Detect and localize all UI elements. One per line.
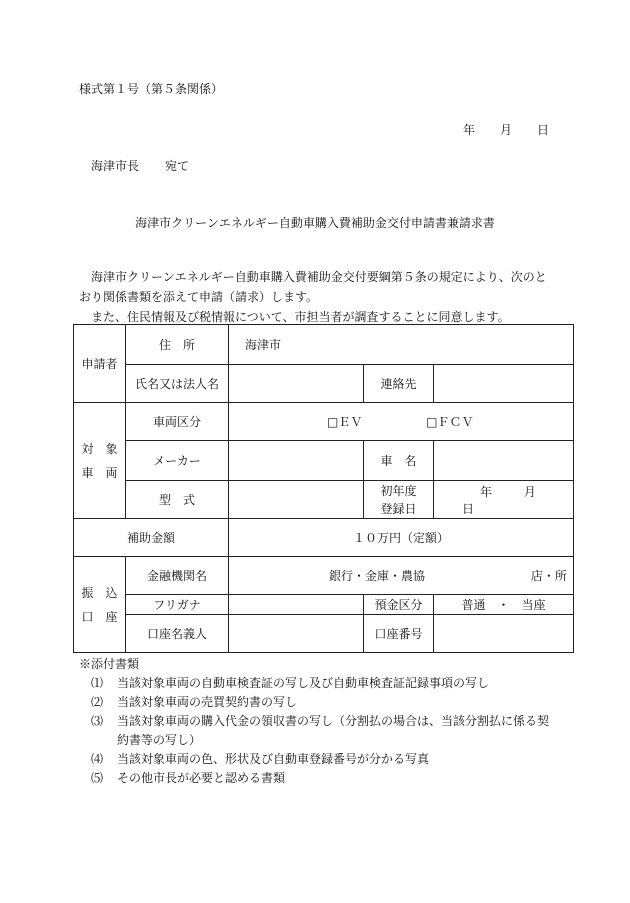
bank-header-line1: 振 込 [81,585,118,600]
attachment-number: ⑴ [91,676,104,690]
attachments-heading: ※添付書類 [79,657,140,671]
first-registration-date-field[interactable] [434,481,574,519]
vehicle-type-label: 車両区分 [126,403,229,441]
account-number-label: 口座番号 [364,615,434,653]
addressee-name: 海津市長 [91,159,140,173]
body-line-1: 海津市クリーンエネルギー自動車購入費補助金交付要綱第５条の規定により、次のと [91,270,547,284]
application-form-table [73,324,574,653]
attachment-item [79,769,549,788]
reg-day-label: 日 [462,501,475,516]
holder-field[interactable] [229,615,364,653]
date-month-label: 月 [500,123,513,137]
date-year-label: 年 [463,123,476,137]
option-ev-checkbox[interactable]: □ＥＶ [327,415,363,429]
attachment-number: ⑸ [91,771,104,785]
furigana-field[interactable] [229,595,364,615]
contact-field[interactable] [434,365,574,403]
deposit-type-label: 預金区分 [364,595,434,615]
attachment-item [79,712,549,731]
body-line-2: おり関係書類を添えて申請（請求）します。 [79,290,319,304]
maker-label: メーカー [126,441,229,481]
attachment-item [79,750,549,769]
address-value: 海津市 [245,338,282,352]
vehicle-type-options [229,403,574,441]
subsidy-value: １０万円（定額） [229,519,574,557]
attachment-item [79,693,549,712]
car-name-label: 車 名 [364,441,434,481]
page-title: 海津市クリーンエネルギー自動車購入費補助金交付申請書兼請求書 [135,216,495,230]
institution-label: 金融機関名 [126,557,229,595]
attachment-text: その他市長が必要と認める書類 [117,771,286,785]
maker-field[interactable] [229,441,364,481]
option-fcv-checkbox[interactable]: □ＦＣＶ [426,415,474,429]
vehicle-header [74,403,126,519]
attachment-item [79,674,549,693]
first-registration-label-line2: 登録日 [380,501,417,516]
addressee-suffix: 宛て [165,159,190,173]
deposit-type-options[interactable]: 普通 ・ 当座 [434,595,574,615]
model-field[interactable] [229,481,364,519]
date-day-label: 日 [537,123,550,137]
attachments-section [79,655,549,788]
first-registration-label [364,481,434,519]
branch-types: 店・所 [530,569,567,583]
account-number-field[interactable] [434,615,574,653]
vehicle-header-line2: 車 両 [81,465,118,480]
institution-types: 銀行・金庫・農協 [329,569,426,583]
body-line-3: また、住民情報及び税情報について、市担当者が調査することに同意します。 [91,310,510,324]
attachment-number: ⑷ [91,752,104,766]
attachment-item-continued: 約書等の写し） [117,733,202,747]
applicant-header: 申請者 [74,325,126,403]
vehicle-header-line1: 対 象 [81,441,118,456]
attachment-text: 当該対象車両の色、形状及び自動車登録番号が分かる写真 [117,752,430,766]
reg-month-label: 月 [523,484,536,499]
institution-field[interactable] [229,557,574,595]
address-field[interactable] [229,325,574,365]
bank-header [74,557,126,653]
car-name-field[interactable] [434,441,574,481]
attachment-text: 当該対象車両の購入代金の領収書の写し（分割払の場合は、当該分割払に係る契 [117,714,550,728]
subsidy-label: 補助金額 [74,519,229,557]
attachment-text: 当該対象車両の自動車検査証の写し及び自動車検査証記録事項の写し [117,676,490,690]
attachment-number: ⑵ [91,695,104,709]
name-label: 氏名又は法人名 [126,365,229,403]
attachment-text: 当該対象車両の売買契約書の写し [117,695,298,709]
contact-label: 連絡先 [364,365,434,403]
bank-header-line2: 口 座 [81,609,118,624]
form-number: 様式第１号（第５条関係） [79,82,224,96]
name-field[interactable] [229,365,364,403]
holder-label: 口座名義人 [126,615,229,653]
body-paragraph [79,267,576,327]
furigana-label: フリガナ [126,595,229,615]
attachment-number: ⑶ [91,714,104,728]
first-registration-label-line1: 初年度 [380,483,417,498]
reg-year-label: 年 [480,484,493,499]
address-label: 住 所 [126,325,229,365]
model-label: 型 式 [126,481,229,519]
